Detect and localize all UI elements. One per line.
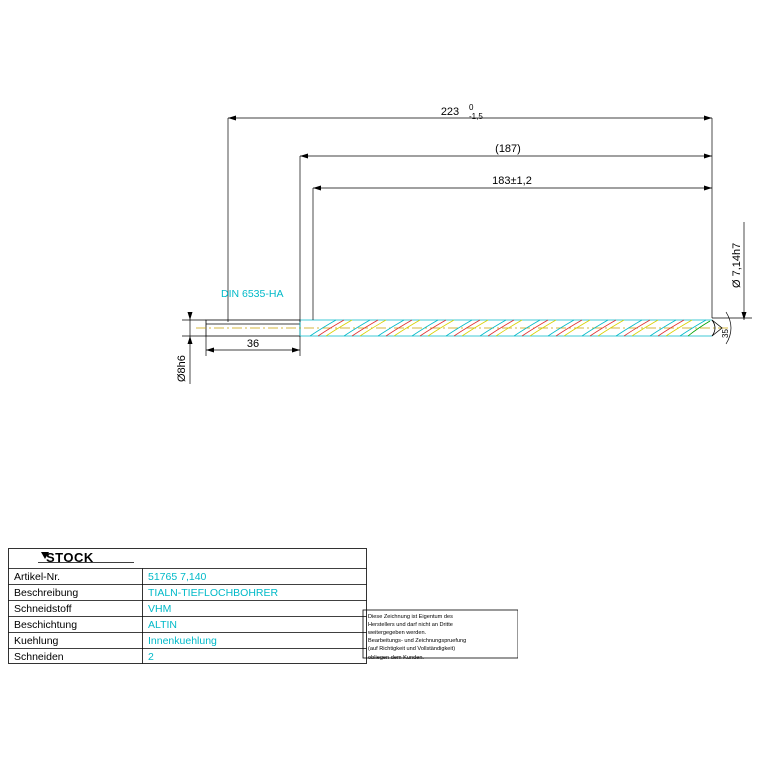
dimension-shank-diameter: [176, 312, 206, 384]
row-label-beschichtung: Beschichtung: [14, 619, 78, 631]
row-label-schneiden: Schneiden: [14, 651, 64, 663]
overall-tol-upper: 0: [469, 103, 474, 112]
company-logo-text: STOCK: [46, 550, 94, 565]
flute-length-value: 183±1,2: [492, 175, 532, 187]
legal-note-line-4: Bearbeitungs- und Zeichnungspruefung: [368, 638, 467, 645]
row-label-beschreibung: Beschreibung: [14, 587, 79, 599]
legal-note-line-2: Herstellers und darf nicht an Dritte: [368, 622, 453, 629]
legal-note: [368, 613, 518, 662]
row-value-schneiden: 2: [148, 651, 154, 663]
cutting-diameter-value: Ø 7,14h7: [731, 242, 743, 288]
dimension-shank-length: [206, 336, 300, 356]
overall-length-value: 223: [440, 106, 460, 118]
point-angle-value: 35: [721, 329, 730, 338]
row-value-kuehlung: Innenkuehlung: [148, 635, 217, 647]
dimension-overall-length: [228, 103, 712, 322]
row-value-beschreibung: TIALN-TIEFLOCHBOHRER: [148, 587, 279, 599]
dimension-cutting-diameter: [712, 222, 752, 320]
title-block: [8, 548, 518, 668]
row-label-artikel: Artikel-Nr.: [14, 571, 61, 583]
legal-note-line-5: (auf Richtigkeit und Vollständigkeit): [368, 646, 456, 653]
row-value-beschichtung: ALTIN: [148, 619, 177, 631]
dimension-flute-length: [313, 175, 712, 320]
legal-note-line-1: Diese Zeichnung ist Eigentum des: [368, 614, 453, 620]
dimension-reference-length: [300, 143, 712, 322]
row-label-schneidstoff: Schneidstoff: [14, 603, 72, 615]
row-value-schneidstoff: VHM: [148, 603, 172, 615]
din-standard-label: DIN 6535-HA: [221, 288, 284, 300]
legal-note-line-3: weitergegeben werden.: [368, 630, 427, 637]
legal-note-line-6: obliegen dem Kunden.: [368, 654, 424, 661]
shank-diameter-value: Ø8h6: [176, 355, 188, 382]
reference-length-value: (187): [495, 143, 521, 155]
overall-tol-lower: -1,5: [469, 112, 483, 121]
tool-geometry: [196, 320, 730, 336]
row-label-kuehlung: Kuehlung: [14, 635, 59, 647]
shank-length-value: 36: [246, 338, 260, 350]
row-value-artikel: 51765 7,140: [148, 571, 207, 583]
